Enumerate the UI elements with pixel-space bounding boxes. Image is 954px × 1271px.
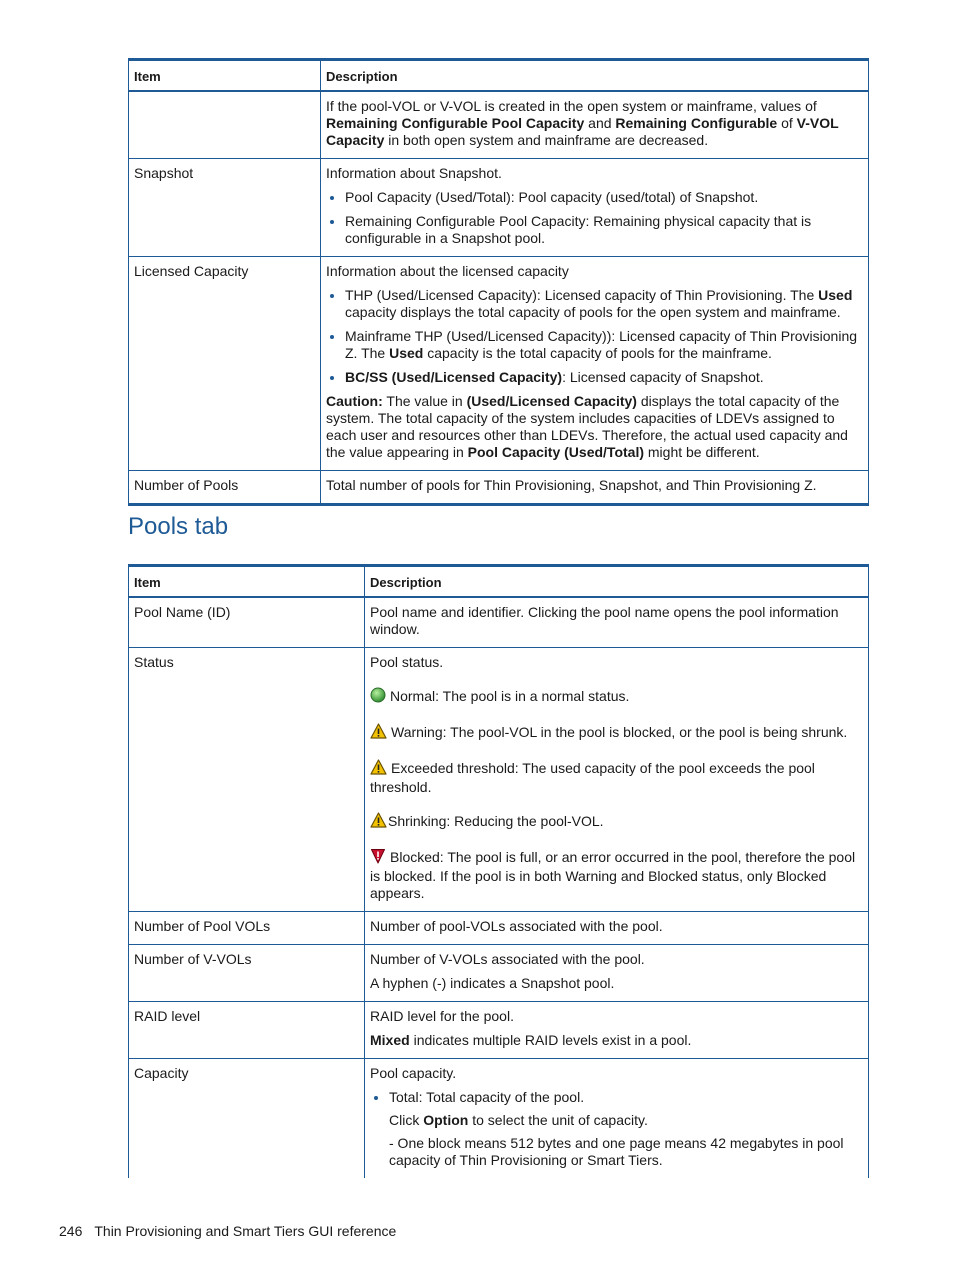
option-instruction: Click Option to select the unit of capacity.: [389, 1112, 648, 1128]
table-row: [129, 912, 869, 945]
list-item: • Pool Capacity (Used/Total): Pool capacity (used/total) of Snapshot.: [345, 189, 863, 206]
table-row: [129, 1059, 869, 1179]
bullet-list: [326, 189, 863, 247]
description-cell: [321, 91, 869, 159]
block-page-note: - One block means 512 bytes and one page means 42 megabytes in pool capacity of Thin Provisioning or Smart Tiers.: [389, 1135, 844, 1168]
table-row: [129, 945, 869, 1002]
item-cell: [129, 91, 321, 159]
description-cell: Information about Snapshot. • Pool Capacity (Used/Total): Pool capacity (used/total) of Snapshot. • Remaining Configurable Pool Capacity: Remaining physical capacity that is configurable in a Snapshot pool.: [321, 159, 869, 257]
description-cell: Total number of pools for Thin Provisioning, Snapshot, and Thin Provisioning Z.: [321, 471, 869, 505]
description-cell: Pool name and identifier. Clicking the pool name opens the pool information window.: [365, 597, 869, 648]
list-item: • THP (Used/Licensed Capacity): Licensed capacity of Thin Provisioning. The Used capacity displays the total capacity of pools for the open system and mainframe.: [345, 287, 863, 321]
section-title-pools-tab: Pools tab: [128, 513, 229, 540]
item-number-of-pool-vols: Number of Pool VOLs: [129, 912, 365, 945]
status-warning: Warning: The pool-VOL in the pool is blocked, or the pool is being shrunk.: [370, 723, 863, 743]
status-shrinking: Shrinking: Reducing the pool-VOL.: [370, 812, 863, 832]
description-cell: Pool status. Normal: The pool is in a normal status. Warning: The pool-VOL in the pool is blocked, or the pool is being shrunk. Exceeded threshold: The used capacity of the pool exceeds the pool threshold. Shrinking: Reducing the pool-VOL. Blocked: The pool is full, or an error occurred in the pool, therefore the pool is blocked. If the pool is in both Warning and Blocked status, only Blocked appears.: [365, 648, 869, 912]
table-row: [129, 91, 869, 159]
continued-description: If the pool-VOL or V-VOL is created in the open system or mainframe, values of Remaining Configurable Pool Capacity and Remaining Configurable of V-VOL Capacity in both open system and mainframe are decreased.: [326, 98, 839, 148]
header-description: Description: [321, 60, 869, 92]
table-row: [129, 471, 869, 505]
status-blocked: Blocked: The pool is full, or an error occurred in the pool, therefore the pool is blocked. If the pool is in both Warning and Blocked status, only Blocked appears.: [370, 849, 856, 901]
item-raid-level: RAID level: [129, 1002, 365, 1059]
table-row: [129, 597, 869, 648]
item-number-of-v-vols: Number of V-VOLs: [129, 945, 365, 1002]
bullet-list: [326, 287, 863, 386]
header-item: Item: [129, 60, 321, 92]
description-cell: Pool capacity. • Total: Total capacity of the pool. Click Option to select the unit of capacity. - One block means 512 bytes and one page means 42 megabytes in pool capacity of Thin Provisioning or Smart Tiers.: [365, 1059, 869, 1179]
description-cell: RAID level for the pool. Mixed indicates multiple RAID levels exist in a pool.: [365, 1002, 869, 1059]
page-number: 246: [59, 1223, 83, 1239]
description-cell: Number of pool-VOLs associated with the pool.: [365, 912, 869, 945]
caution-note: Caution: The value in (Used/Licensed Capacity) displays the total capacity of the system. The total capacity of the system includes capacities of LDEVs assigned to each user and resources other than LDEVs. Therefore, the actual used capacity and the value appearing in Pool Capacity (Used/Total) might be different.: [326, 393, 848, 460]
list-item: • Mainframe THP (Used/Licensed Capacity)): Licensed capacity of Thin Provisioning Z. The Used capacity is the total capacity of pools for the mainframe.: [345, 328, 863, 362]
header-description: Description: [365, 566, 869, 598]
item-capacity: Capacity: [129, 1059, 365, 1179]
table-row: [129, 648, 869, 912]
items-table-1: [128, 58, 869, 506]
list-item: • Remaining Configurable Pool Capacity: Remaining physical capacity that is configurable in a Snapshot pool.: [345, 213, 863, 247]
status-exceeded-threshold: Exceeded threshold: The used capacity of the pool exceeds the pool threshold.: [370, 760, 815, 795]
status-normal: Normal: The pool is in a normal status.: [370, 687, 863, 707]
table-row: [129, 1002, 869, 1059]
list-item: • BC/SS (Used/Licensed Capacity): Licensed capacity of Snapshot.: [345, 369, 863, 386]
description-cell: Information about the licensed capacity • THP (Used/Licensed Capacity): Licensed capacity of Thin Provisioning. The Used capacity displays the total capacity of pools for the open system and mainframe. • Mainframe THP (Used/Licensed Capacity)): Licensed capacity of Thin Provisioning Z. The Used capacity is the total capacity of pools for the mainframe. • BC/SS (Used/Licensed Capacity): Licensed capacity of Snapshot. Caution: The value in (Used/Licensed Capacity) displays the total capacity of the system. The total capacity of the system includes capacities of LDEVs assigned to each user and resources other than LDEVs. Therefore, the actual used capacity and the value appearing in Pool Capacity (Used/Total) might be different.: [321, 257, 869, 471]
item-number-of-pools: Number of Pools: [129, 471, 321, 505]
table-header-row: [129, 60, 869, 92]
item-snapshot: Snapshot: [129, 159, 321, 257]
warning-icon: [370, 759, 387, 779]
item-pool-name: Pool Name (ID): [129, 597, 365, 648]
header-item: Item: [129, 566, 365, 598]
normal-status-icon: [370, 687, 386, 707]
items-table-2: [128, 564, 869, 1178]
bullet-list: [370, 1089, 863, 1106]
description-cell: Number of V-VOLs associated with the pool. A hyphen (-) indicates a Snapshot pool.: [365, 945, 869, 1002]
table-row: [129, 159, 869, 257]
page-footer: [59, 1223, 396, 1240]
warning-icon: [370, 723, 387, 743]
item-status: Status: [129, 648, 365, 912]
table-row: [129, 257, 869, 471]
blocked-icon: [370, 848, 386, 868]
table-header-row: [129, 566, 869, 598]
list-item: • Total: Total capacity of the pool.: [389, 1089, 863, 1106]
warning-icon: [370, 812, 387, 832]
footer-title: Thin Provisioning and Smart Tiers GUI reference: [94, 1223, 397, 1239]
item-licensed-capacity: Licensed Capacity: [129, 257, 321, 471]
